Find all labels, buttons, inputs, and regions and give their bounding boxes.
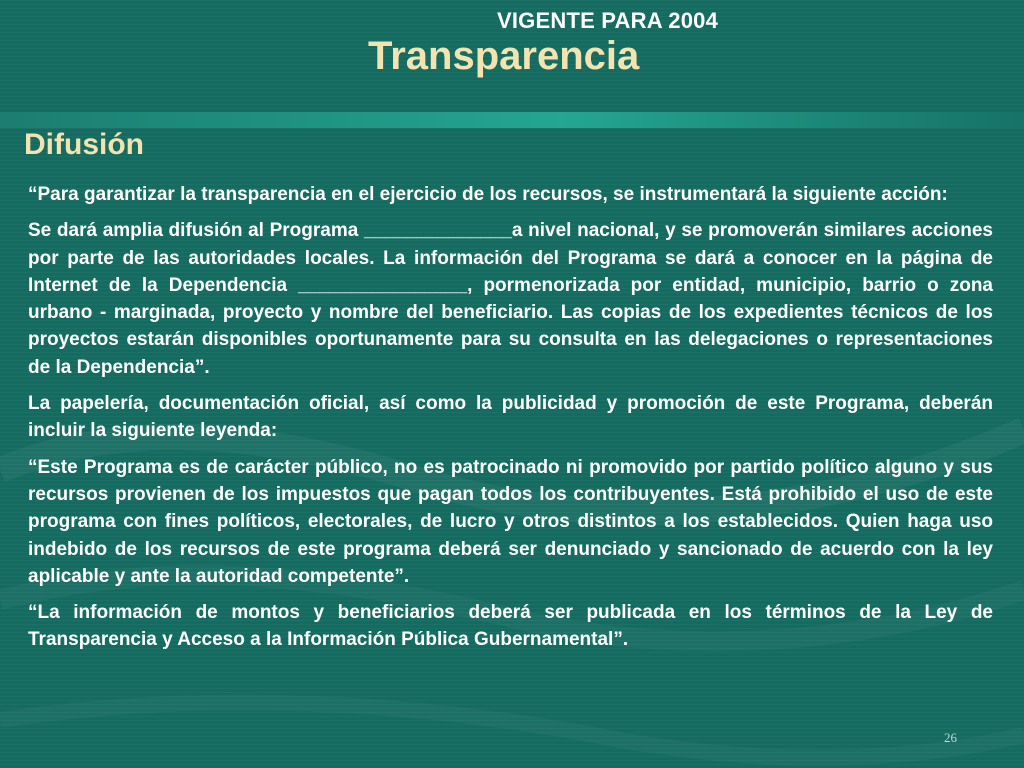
page-number: 26 bbox=[944, 730, 957, 745]
paragraph-intro: “Para garantizar la transparencia en el ejercicio de los recursos, se instrumentará la siguiente acción: bbox=[28, 184, 948, 205]
section-heading: Difusión bbox=[24, 128, 144, 161]
paragraph-transparencia-law: “La información de montos y beneficiarios deberá ser publicada en los términos de la Ley de Transparencia y Acceso a la Información Pública Gubernamental”. bbox=[28, 602, 993, 651]
paragraph-papeleria: La papelería, documentación oficial, así como la publicidad y promoción de este Programa, deberán incluir la siguiente leyenda: bbox=[28, 393, 993, 442]
slide-body bbox=[28, 181, 993, 663]
title-divider-bar bbox=[0, 112, 1024, 128]
paragraph-difusion: Se dará amplia difusión al Programa ______________a nivel nacional, y se promoverán similares acciones por parte de las autoridades locales. La información del Programa se dará a conocer en la página de Internet de la Dependencia ________________, pormenorizada por entidad, municipio, barrio o zona urbano - marginada, proyecto y nombre del beneficiario. Las copias de los expedientes técnicos de los proyectos estarán disponibles oportunamente para su consulta en las delegaciones o representaciones de la Dependencia”. bbox=[28, 220, 993, 378]
slide-title: Transparencia bbox=[368, 34, 640, 78]
paragraph-leyenda: “Este Programa es de carácter público, no es patrocinado ni promovido por partido político alguno y sus recursos provienen de los impuestos que pagan todos los contribuyentes. Está prohibido el uso de este programa con fines políticos, electorales, de lucro y otros distintos a los establecidos. Quien haga uso indebido de los recursos de este programa deberá ser denunciado y sancionado de acuerdo con la ley aplicable y ante la autoridad competente”. bbox=[28, 456, 993, 587]
slide-subtitle: VIGENTE PARA 2004 bbox=[497, 8, 719, 33]
